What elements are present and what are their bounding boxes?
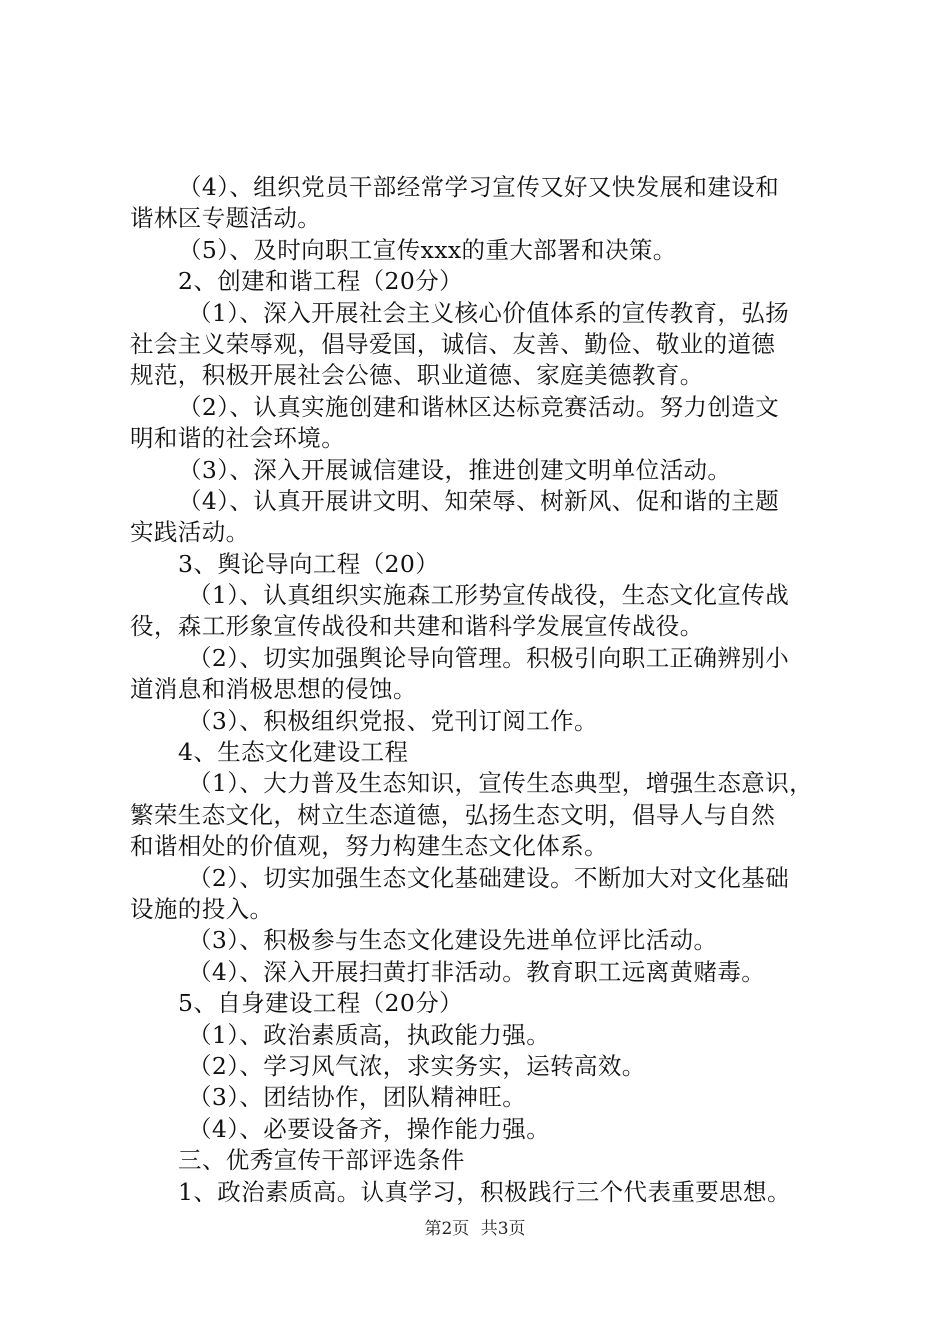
- paragraph-line: 役，森工形象宣传战役和共建和谐科学发展宣传战役。: [130, 612, 704, 641]
- paragraph-line: （4）、组织党员干部经常学习宣传又好又快发展和建设和: [178, 173, 780, 201]
- section-heading: 三、优秀宣传干部评选条件: [178, 1146, 465, 1175]
- paragraph-line: 谐林区专题活动。: [130, 204, 322, 233]
- section-heading: 2、创建和谐工程（20分）: [178, 267, 464, 296]
- paragraph-line: （3）、积极参与生态文化建设先进单位评比活动。: [188, 926, 718, 955]
- section-heading: 5、自身建设工程（20分）: [178, 989, 464, 1018]
- paragraph-line: （2）、认真实施创建和谐林区达标竞赛活动。努力创造文: [178, 392, 780, 421]
- document-body: [130, 172, 830, 1208]
- paragraph-line: （3）、积极组织党报、党刊订阅工作。: [188, 706, 598, 735]
- paragraph-line: 明和谐的社会环境。: [130, 424, 346, 453]
- paragraph-line: 道消息和消极思想的侵蚀。: [130, 675, 417, 704]
- paragraph-line: （5）、及时向职工宣传xxx的重大部署和决策。: [178, 235, 677, 264]
- paragraph-line: （1）、政治素质高，执政能力强。: [188, 1020, 551, 1049]
- paragraph-line: 规范，积极开展社会公德、职业道德、家庭美德教育。: [130, 361, 704, 390]
- paragraph-line: （1）、深入开展社会主义核心价值体系的宣传教育，弘扬: [188, 298, 790, 327]
- paragraph-line: （3）、团结协作，团队精神旺。: [188, 1083, 527, 1112]
- paragraph-line: 实践活动。: [130, 518, 250, 547]
- paragraph-line: （2）、切实加强生态文化基础建设。不断加大对文化基础: [188, 863, 790, 892]
- page-total: 共3页: [480, 1219, 526, 1239]
- paragraph-line: 1、政治素质高。认真学习，积极践行三个代表重要思想。: [178, 1177, 791, 1206]
- section-heading: 4、生态文化建设工程: [178, 738, 409, 767]
- paragraph-line: （4）、深入开展扫黄打非活动。教育职工远离黄赌毒。: [188, 957, 766, 986]
- paragraph-line: 和谐相处的价值观，努力构建生态文化体系。: [130, 832, 608, 861]
- paragraph-line: 繁荣生态文化，树立生态道德，弘扬生态文明，倡导人与自然: [130, 800, 776, 829]
- paragraph-line: （1）、大力普及生态知识，宣传生态典型，增强生态意识，: [188, 769, 814, 798]
- page-number: 第2页: [424, 1219, 470, 1239]
- section-heading: 3、舆论导向工程（20）: [178, 549, 440, 578]
- paragraph-line: 设施的投入。: [130, 894, 274, 923]
- paragraph-line: 社会主义荣辱观，倡导爱国，诚信、友善、勤俭、敬业的道德: [130, 329, 776, 358]
- paragraph-line: （4）、必要设备齐，操作能力强。: [188, 1114, 551, 1143]
- paragraph-line: （2）、切实加强舆论导向管理。积极引向职工正确辨别小: [188, 643, 790, 672]
- paragraph-line: （3）、深入开展诚信建设，推进创建文明单位活动。: [178, 455, 732, 484]
- paragraph-line: （4）、认真开展讲文明、知荣辱、树新风、促和谐的主题: [178, 486, 780, 515]
- paragraph-line: （1）、认真组织实施森工形势宣传战役，生态文化宣传战: [188, 581, 790, 610]
- page-footer: [0, 1214, 950, 1239]
- paragraph-line: （2）、学习风气浓，求实务实，运转高效。: [188, 1051, 646, 1080]
